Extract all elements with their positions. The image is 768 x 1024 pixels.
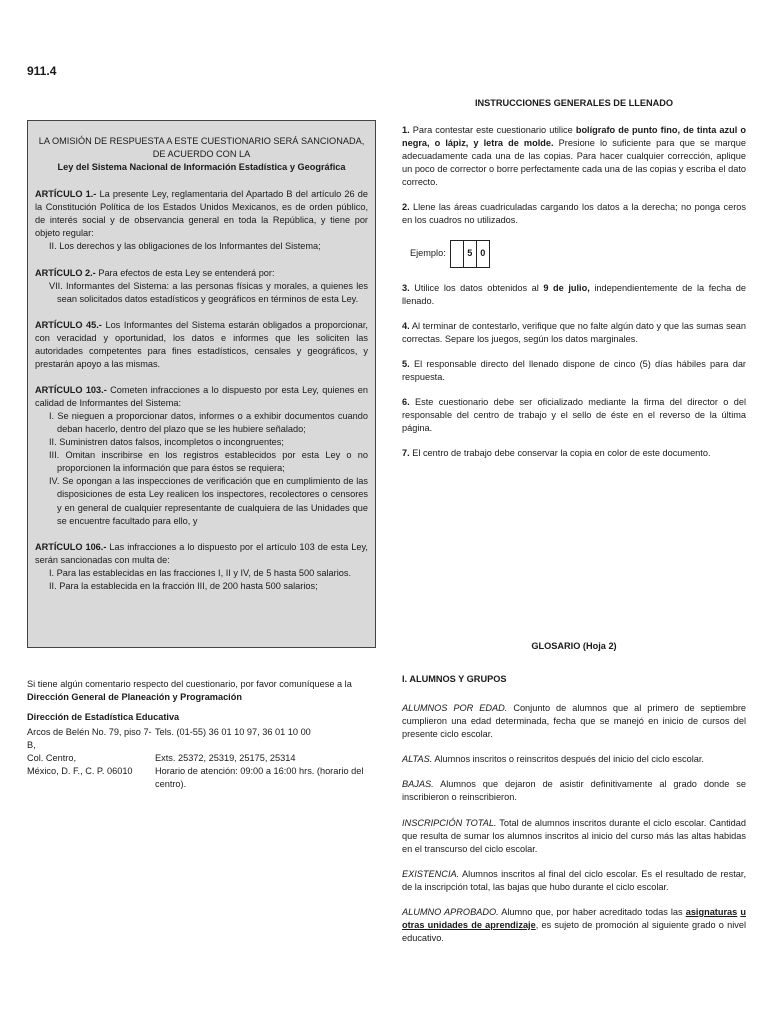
glossary-definition: Total de alumnos inscritos durante el ciclo escolar. Cantidad que resulta de sumar los alumnos inscritos al inicio del curso más las altas habidas en el transcurso del ciclo escolar.	[402, 817, 746, 854]
glossary-definition: Alumnos inscritos o reinscritos después del inicio del ciclo escolar.	[434, 754, 704, 765]
article-title: ARTÍCULO 2.-	[35, 267, 96, 278]
address-line: Arcos de Belén No. 79, piso 7-B,	[27, 727, 152, 751]
example-boxes	[410, 240, 746, 268]
article-1	[35, 188, 368, 253]
instruction-5: 5. El responsable directo del llenado dispone de cinco (5) días hábiles para dar respuesta.	[402, 358, 746, 382]
omission-warning: LA OMISIÓN DE RESPUESTA A ESTE CUESTIONARIO SERÁ SANCIONADA, DE ACUERDO CON LA	[38, 136, 365, 160]
article-text: La presente Ley, reglamentaria del Apartado B del artículo 26 de la Constitución Política de los Estados Unidos Mexicanos, es de orden público, de interés social y de observancia general en toda la República, y tiene por objeto regular:	[35, 189, 368, 239]
instruction-3: 3. Utilice los datos obtenidos al 9 de julio, independientemente de la fecha de llenado.	[402, 282, 746, 306]
instructions-section	[402, 97, 746, 472]
article-title: ARTÍCULO 106.-	[35, 541, 107, 552]
digit-box: 0	[480, 247, 486, 258]
glossary-term: INSCRIPCIÓN TOTAL.	[402, 817, 497, 828]
address-line: México, D. F., C. P. 06010	[27, 766, 133, 777]
article-title: ARTÍCULO 1.-	[35, 189, 97, 200]
article-text: Los Informantes del Sistema estarán obligados a proporcionar, con veracidad y oportunidad, los datos e informes que les soliciten las autoridades competentes para fines estadísticos, censales y geográficos, y prestarán apoyo a las mismas.	[35, 319, 368, 369]
instruction-6: 6. Este cuestionario debe ser oficializado mediante la firma del director o del responsable del centro de trabajo y el sello de éste en el reverso de la última página.	[402, 396, 746, 433]
glossary-entry	[402, 778, 746, 804]
instruction-2: 2. Llene las áreas cuadriculadas cargando los datos a la derecha; no ponga ceros en los cuadros no utilizados.	[402, 202, 746, 226]
article-45	[35, 319, 368, 371]
example-label: Ejemplo:	[410, 247, 446, 258]
glossary-entry	[402, 817, 746, 856]
article-item: II. Suministren datos falsos, incompletos o incongruentes;	[49, 437, 284, 448]
article-103	[35, 384, 368, 528]
contact-department: Dirección General de Planeación y Programación	[27, 692, 242, 703]
digit-box: 5	[464, 241, 477, 267]
article-item: II. Los derechos y las obligaciones de los Informantes del Sistema;	[49, 241, 321, 252]
glossary-section-title: I. ALUMNOS Y GRUPOS	[402, 674, 507, 685]
glossary-definition: Alumnos que dejaron de asistir definitivamente al grado donde se inscribieron o reinscribieron.	[402, 779, 747, 803]
address-line: Col. Centro,	[27, 753, 77, 764]
phone-line: Exts. 25372, 25319, 25175, 25314	[155, 753, 296, 764]
article-text: Cometen infracciones a lo dispuesto por esta Ley, quienes en calidad de Informantes del Sistema:	[35, 384, 368, 408]
article-title: ARTÍCULO 45.-	[35, 319, 102, 330]
article-text: Las infracciones a lo dispuesto por el artículo 103 de esta Ley, serán sancionadas con multa de:	[35, 541, 368, 565]
instruction-1: 1. Para contestar este cuestionario utilice bolígrafo de punto fino, de tinta azul o negra, o lápiz, y letra de molde. Presione lo suficiente para que se marque adecuadamente cada una de las copias. Para hacer cualquier corrección, aplique un poco de corrector o borre perfectamente cada una de las copias y escriba el dato correcto.	[402, 125, 746, 188]
glossary-term: ALUMNO APROBADO.	[402, 906, 499, 917]
form-code: 911.4	[27, 64, 57, 78]
glossary-entry	[402, 702, 746, 741]
phone-line: Tels. (01-55) 36 01 10 97, 36 01 10 00	[155, 727, 311, 738]
glossary-term: EXISTENCIA.	[402, 868, 460, 879]
article-2	[35, 267, 368, 306]
article-item: III. Omitan inscribirse en los registros establecidos por esta Ley o no proporcionen la información que para éstos se requiera;	[49, 450, 368, 474]
article-text: Para efectos de esta Ley se entenderá por:	[98, 267, 275, 278]
article-item: I. Se nieguen a proporcionar datos, informes o a exhibir documentos cuando deban hacerlo, dentro del plazo que se les hubiere señalado;	[49, 411, 368, 435]
glossary-term: BAJAS.	[402, 779, 434, 790]
glossary-term: ALUMNOS POR EDAD.	[402, 703, 508, 714]
contact-subdepartment: Dirección de Estadística Educativa	[27, 712, 180, 723]
law-header	[35, 135, 368, 174]
glossary-section	[402, 640, 746, 957]
law-name: Ley del Sistema Nacional de Información Estadística y Geográfica	[57, 162, 346, 173]
instructions-title: INSTRUCCIONES GENERALES DE LLENADO	[474, 98, 674, 108]
law-notice-box	[27, 120, 376, 648]
contact-intro: Si tiene algún comentario respecto del cuestionario, por favor comuníquese a la	[27, 679, 352, 689]
article-106	[35, 541, 368, 593]
article-title: ARTÍCULO 103.-	[35, 384, 107, 395]
contact-info	[27, 678, 367, 792]
contact-details	[27, 726, 367, 791]
glossary-entry	[402, 868, 746, 894]
digit-boxes	[450, 240, 490, 268]
article-item: I. Para las establecidas en las fracciones I, II y IV, de 5 hasta 500 salarios.	[49, 567, 351, 578]
instruction-7: 7. El centro de trabajo debe conservar la copia en color de este documento.	[402, 448, 711, 459]
instruction-4: 4. Al terminar de contestarlo, verifique que no falte algún dato y que las sumas sean correctas. Separe los juegos, según los datos marginales.	[402, 320, 746, 344]
digit-box	[451, 241, 464, 267]
glossary-entry: ALUMNO APROBADO. Alumno que, por haber acreditado todas las asignaturas u otras unidades de aprendizaje, es sujeto de promoción al siguiente grado o nivel educativo.	[402, 906, 746, 943]
glossary-definition: Conjunto de alumnos que al primero de septiembre cumplieron una edad determinada, fecha que se manejó en inicio de cursos del presente ciclo escolar.	[402, 703, 747, 740]
glossary-definition: Alumnos inscritos al final del ciclo escolar. Es el resultado de restar, de la inscripción total, las bajas que hubo durante el ciclo escolar.	[402, 868, 746, 892]
article-item: VII. Informantes del Sistema: a las personas físicas y morales, a quienes les sean solicitados datos estadísticos y geográficos en términos de esta Ley.	[49, 280, 368, 304]
glossary-title: GLOSARIO (Hoja 2)	[531, 641, 617, 651]
glossary-term: ALTAS.	[402, 754, 433, 765]
article-item: II. Para la establecida en la fracción III, de 200 hasta 500 salarios;	[49, 580, 318, 591]
article-item: IV. Se opongan a las inspecciones de verificación que en cumplimiento de las disposiciones de esta Ley realicen los inspectores, recolectores o censores y en general de cualquier representante de cualquiera de las Unidades que se encuentre facultado para ello, y	[49, 476, 368, 526]
glossary-entry	[402, 753, 746, 766]
phone-line: Horario de atención: 09:00 a 16:00 hrs. (horario del centro).	[155, 766, 364, 790]
